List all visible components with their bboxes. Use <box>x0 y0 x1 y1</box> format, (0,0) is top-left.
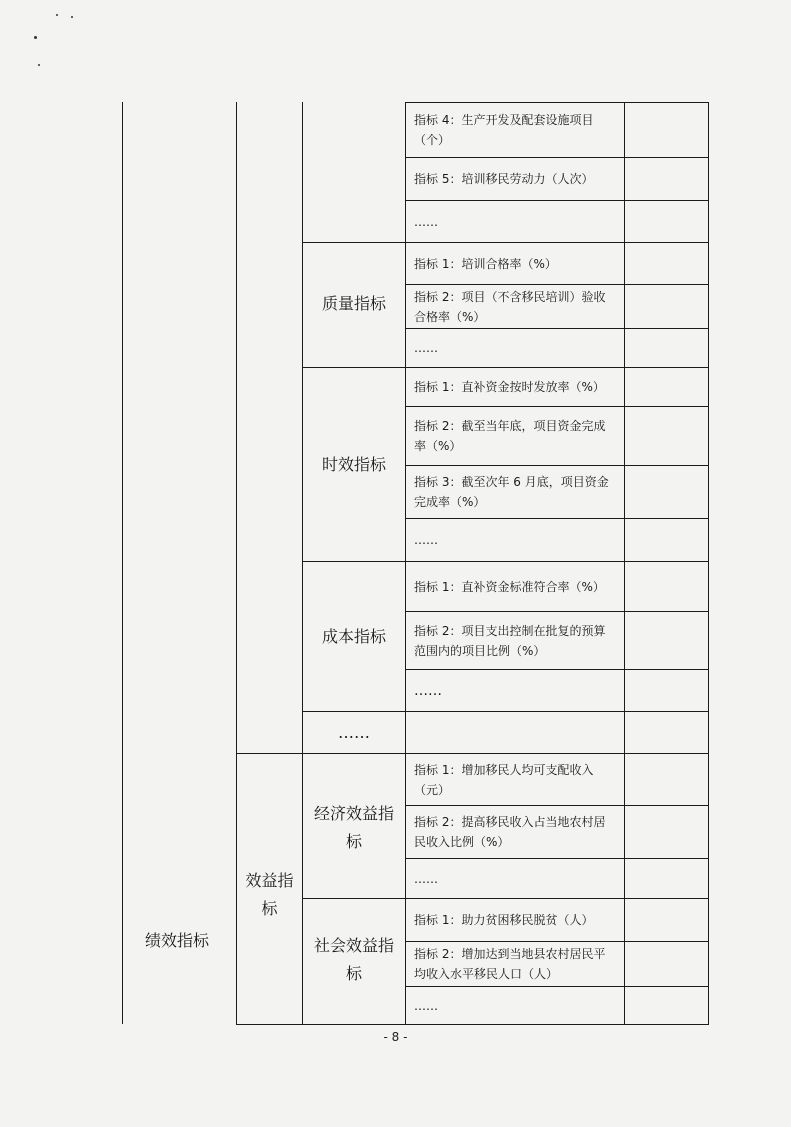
indicator-cell: …… <box>414 533 438 547</box>
indicator-cell: 指标 1：培训合格率（%） <box>414 256 557 271</box>
indicator-cell: 指标 2：提高移民收入占当地农村居民收入比例（%） <box>414 815 606 849</box>
scan-speck <box>38 64 40 66</box>
indicator-cell: 指标 5：培训移民劳动力（人次） <box>414 172 594 186</box>
scan-speck <box>34 36 37 39</box>
level1-label: 绩效指标 <box>145 931 210 950</box>
indicator-cell: 指标 2：项目（不含移民培训）验收合格率（%） <box>414 289 606 324</box>
indicator-cell: …… <box>414 341 438 355</box>
indicator-cell: 指标 3：截至次年 6 月底，项目资金完成率（%） <box>414 475 609 509</box>
category-cost: 成本指标 <box>321 627 386 646</box>
indicator-cell: 指标 4：生产开发及配套设施项目（个） <box>414 113 594 147</box>
indicator-cell: 指标 1：增加移民人均可支配收入（元） <box>414 762 594 797</box>
indicator-cell: …… <box>414 682 442 699</box>
indicator-cell: 指标 1：直补资金按时发放率（%） <box>414 380 605 394</box>
indicator-cell: …… <box>414 998 438 1013</box>
indicator-cell: 指标 2：增加达到当地县农村居民平均收入水平移民人口（人） <box>414 947 606 981</box>
indicator-cell: …… <box>414 871 438 886</box>
scan-speck <box>71 16 73 18</box>
category-social-benefit: 社会效益指标 <box>313 936 394 983</box>
scan-speck <box>56 14 58 16</box>
indicator-cell: 指标 1：直补资金标准符合率（%） <box>414 579 605 594</box>
indicator-cell: …… <box>414 214 438 229</box>
indicator-cell: 指标 2：截至当年底，项目资金完成率（%） <box>414 419 606 453</box>
indicator-cell: 指标 2：项目支出控制在批复的预算范围内的项目比例（%） <box>414 623 606 658</box>
category-timeliness: 时效指标 <box>321 455 386 474</box>
category-economic-benefit: 经济效益指标 <box>313 804 394 851</box>
level2-label-benefit: 效益指标 <box>245 871 294 918</box>
category-quality: 质量指标 <box>321 294 386 313</box>
category-ellipsis: …… <box>338 723 370 742</box>
page-number: - 8 - <box>383 1030 408 1044</box>
indicator-cell: 指标 1：助力贫困移民脱贫（人） <box>414 913 594 927</box>
